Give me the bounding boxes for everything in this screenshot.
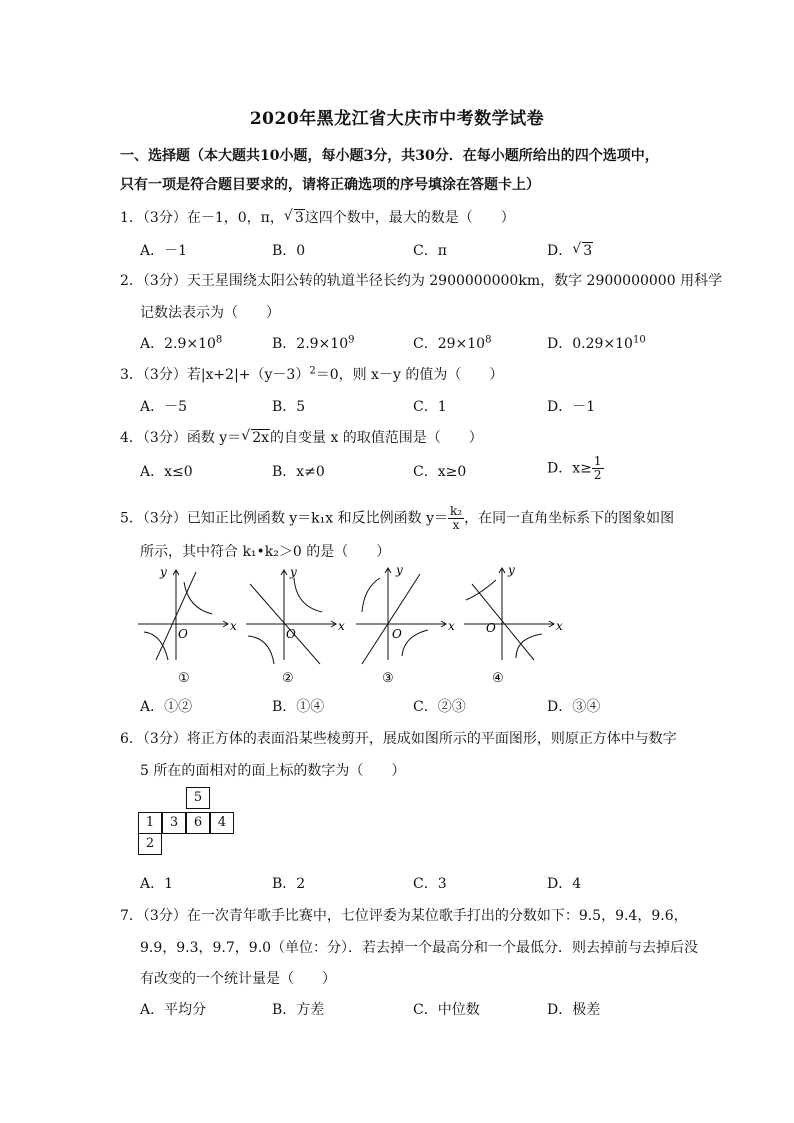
section-heading	[120, 142, 680, 200]
question-4-stem: 4．（3分）函数 y＝√ 2x的自变量 x 的取值范围是（ ）	[120, 427, 483, 447]
q6-option-d: D．4	[547, 876, 582, 892]
net-face-2: 2	[138, 833, 162, 855]
y-axis-label: y	[396, 563, 403, 577]
q3-option-b: B．5	[272, 399, 306, 415]
question-6-stem-line-2: 5 所在的面相对的面上标的数字为（ ）	[140, 763, 406, 779]
q7-option-d: D．极差	[547, 1002, 601, 1018]
question-7-stem-line-1: 7．（3分）在一次青年歌手比赛中，七位评委为某位歌手打出的分数如下：9.5，9.4，9.6，	[120, 908, 688, 924]
net-face-3: 3	[162, 812, 186, 834]
net-face-6: 6	[186, 812, 210, 834]
q7-option-c: C．中位数	[413, 1002, 480, 1018]
q6-option-c: C．3	[413, 876, 447, 892]
question-3-stem: 3．（3分）若$|x+2|+(y-3)^2=0$，则 x－y 的值为（ ）	[120, 365, 504, 383]
page-title: 2020年黑龙江省大庆市中考数学试卷	[249, 109, 545, 129]
graph-number: ④	[492, 671, 504, 686]
hyperbola-branch-1	[466, 580, 496, 600]
fraction-k2-over-x: $\frac{\text{k₂}}{x}$	[449, 504, 463, 532]
q6-option-b: B．2	[272, 876, 306, 892]
q1-option-d: D．√ 3	[547, 240, 593, 260]
origin-label: O	[392, 627, 402, 641]
graph-3	[350, 560, 462, 688]
section-heading-line-2: 只有一项是符合题目要求的，请将正确选项的序号填涂在答题卡上）	[120, 177, 540, 193]
q5-option-b: B．①④	[272, 699, 325, 715]
net-face-1: 1	[138, 812, 162, 834]
sqrt-expression: √ 3	[284, 210, 305, 226]
net-face-5: 5	[186, 787, 210, 809]
hyperbola-branch-2	[248, 636, 274, 664]
q4-option-c: C．x≥0	[413, 464, 467, 480]
origin-label: O	[178, 627, 188, 641]
q7-option-b: B．方差	[272, 1002, 325, 1018]
q2-option-a: A．$2.9\times 10^8$	[140, 334, 223, 352]
x-axis-label: x	[230, 619, 237, 633]
section-heading-line-1: 一、选择题（本大题共10小题，每小题3分，共30分．在每小题所给出的四个选项中，	[120, 148, 659, 164]
q2-option-c: C．$29\times 10^8$	[413, 334, 492, 352]
question-6-stem-line-1: 6．（3分）将正方体的表面沿某些棱剪开，展成如图所示的平面图形，则原正方体中与数字	[120, 731, 677, 747]
origin-label: O	[286, 627, 296, 641]
x-axis-label: x	[556, 619, 563, 633]
graph-4	[458, 560, 570, 688]
question-5-stem-line-1: 5．（3分）已知正比例函数 y＝k₁x 和反比例函数 y＝ $\frac{\text{k₂}}{x}$ ，在同一直角坐标系下的图象如图	[120, 504, 675, 532]
graph-1	[132, 560, 244, 688]
line-through-origin	[362, 574, 420, 664]
q1-option-c: C．π	[413, 243, 447, 259]
q4-option-d: D．x≥ $\frac{1}{2}$	[547, 454, 602, 482]
y-axis-label: y	[290, 565, 297, 579]
q6-option-a: A．1	[140, 876, 174, 892]
q5-option-a: A．①②	[140, 699, 193, 715]
q4-option-b: B．x≠0	[272, 464, 325, 480]
line-through-origin	[472, 584, 534, 660]
q5-option-d: D．③④	[547, 699, 601, 715]
y-axis-label: y	[160, 565, 167, 579]
q3-option-c: C．1	[413, 399, 447, 415]
q7-option-a: A．平均分	[140, 1002, 207, 1018]
q2-option-b: B．$2.9\times 10^9$	[272, 334, 355, 352]
q2-option-d: D．$0.29\times 10^{10}$	[547, 334, 646, 352]
sqrt-expression: √ 2x	[241, 430, 270, 446]
q1-option-a: A．－1	[140, 243, 188, 259]
question-2-stem-line-1: 2．（3分）天王星围绕太阳公转的轨道半径长约为 2900000000km，数字 2900000000 用科学	[120, 273, 723, 289]
graph-2	[240, 560, 352, 688]
question-2-stem-line-2: 记数法表示为（ ）	[140, 305, 280, 321]
hyperbola-branch-2	[402, 630, 428, 656]
hyperbola-branch-2	[144, 632, 168, 660]
y-axis-label: y	[508, 563, 515, 577]
q4-option-a: A．x≤0	[140, 464, 193, 480]
question-7-stem-line-3: 有改变的一个统计量是（ ）	[140, 971, 336, 987]
x-axis-label: x	[338, 619, 345, 633]
origin-label: O	[486, 621, 496, 635]
question-5-stem-line-2: 所示，其中符合 k₁•k₂＞0 的是（ ）	[140, 544, 391, 560]
graph-number: ③	[382, 671, 394, 686]
net-face-4: 4	[210, 812, 234, 834]
hyperbola-branch-1	[294, 578, 322, 612]
question-7-stem-line-2: 9.9，9.3，9.7，9.0（单位：分）．若去掉一个最高分和一个最低分．则去掉前与去掉后没	[140, 940, 699, 956]
hyperbola-branch-1	[362, 578, 380, 612]
graph-number: ①	[178, 671, 190, 686]
q3-option-d: D．－1	[547, 399, 596, 415]
q1-option-b: B．0	[272, 243, 306, 259]
hyperbola-branch-1	[184, 582, 212, 614]
q5-option-c: C．②③	[413, 699, 466, 715]
x-axis-label: x	[448, 619, 455, 633]
q3-option-a: A．－5	[140, 399, 188, 415]
question-1-stem: 1．（3分）在－1，0，π，√ 3这四个数中，最大的数是（ ）	[120, 207, 515, 227]
graph-number: ②	[282, 671, 294, 686]
